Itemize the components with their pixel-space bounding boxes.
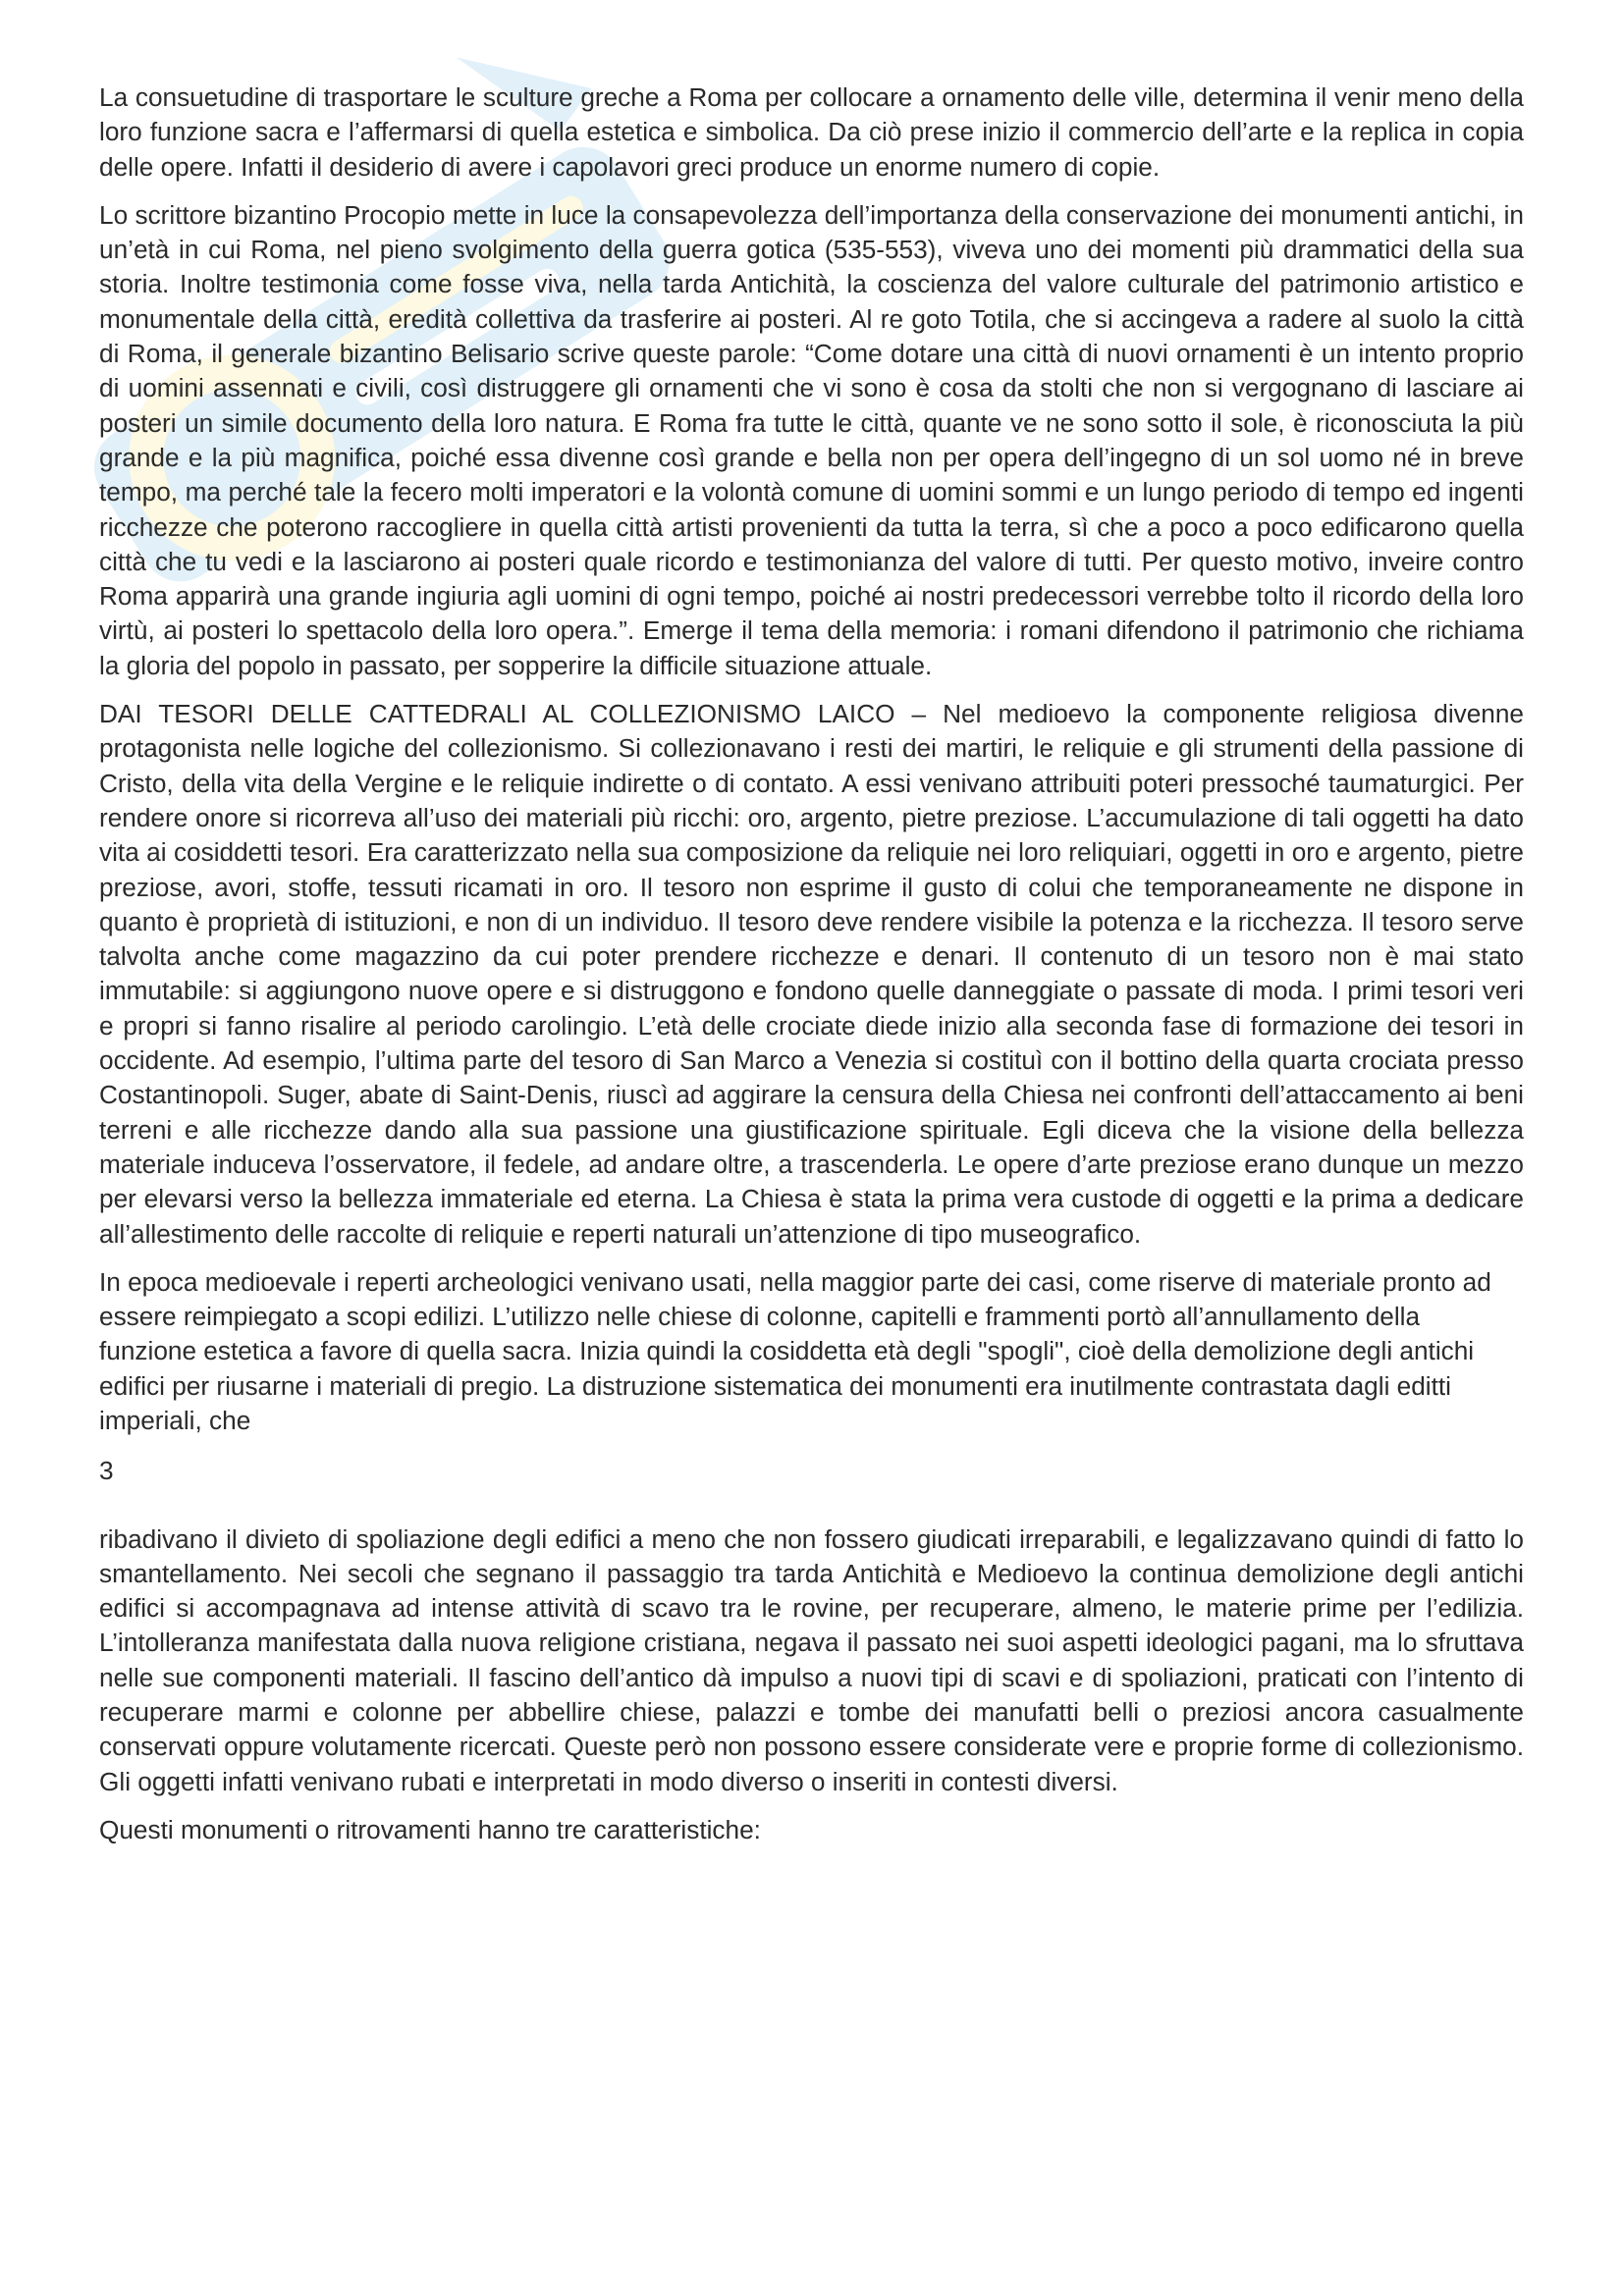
paragraph-tesori-cattedrali: DAI TESORI DELLE CATTEDRALI AL COLLEZIONISMO LAICO – Nel medioevo la componente religiosa divenne protagonista nelle logiche del collezionismo. Si collezionavano i resti dei martiri, le reliquie e gli strumenti della passione di Cristo, della vita della Vergine e le reliquie indirette o di contato. A essi venivano attribuiti poteri pressoché taumaturgici. Per rendere onore si ricorreva all’uso dei materiali più ricchi: oro, argento, pietre preziose. L’accumulazione di tali oggetti ha dato vita ai cosiddetti tesori. Era caratterizzato nella sua composizione da reliquie nei loro reliquiari, oggetti in oro e argento, pietre preziose, avori, stoffe, tessuti ricamati in oro. Il tesoro non esprime il gusto di colui che temporaneamente ne dispone in quanto è proprietà di istituzioni, e non di un individuo. Il tesoro deve rendere visibile la potenza e la ricchezza. Il tesoro serve talvolta anche come magazzino da cui poter prendere ricchezze e denari. Il contenuto di un tesoro non è mai stato immutabile: si aggiungono nuove opere e si distruggono e fondono quelle danneggiate o passate di moda. I primi tesori veri e propri si fanno risalire al periodo carolingio. L’età delle crociate diede inizio alla seconda fase di formazione dei tesori in occidente. Ad esempio, l’ultima parte del tesoro di San Marco a Venezia si costituì con il bottino della quarta crociata presso Costantinopoli. Suger, abate di Saint-Denis, riuscì ad aggirare la censura della Chiesa nei confronti dell’attaccamento ai beni terreni e alle ricchezze dando alla sua passione una giustificazione spirituale. Egli diceva che la visione della bellezza materiale induceva l’osservatore, il fedele, ad andare oltre, a trascenderla. Le opere d’arte preziose erano dunque un mezzo per elevarsi verso la bellezza immateriale ed eterna. La Chiesa è stata la prima vera custode di oggetti e la prima a dedicare all’allestimento delle raccolte di reliquie e reperti naturali un’attenzione di tipo museografico. (99, 699, 1524, 1249)
paragraph-copie-greche: La consuetudine di trasportare le sculture greche a Roma per collocare a ornamento delle ville, determina il venir meno della loro funzione sacra e l’affermarsi di quella estetica e simbolica. Da ciò prese inizio il commercio dell’arte e la replica in copia delle opere. Infatti il desiderio di avere i capolavori greci produce un enorme numero di copie. (99, 82, 1524, 182)
paragraph-procopio: Lo scrittore bizantino Procopio mette in luce la consapevolezza dell’importanza della conservazione dei monumenti antichi, in un’età in cui Roma, nel pieno svolgimento della guerra gotica (535-553), viveva uno dei momenti più drammatici della sua storia. Inoltre testimonia come fosse viva, nella tarda Antichità, la coscienza del valore culturale del patrimonio artistico e monumentale della città, eredità collettiva da trasferire ai posteri. Al re goto Totila, che si accingeva a radere al suolo la città di Roma, il generale bizantino Belisario scrive queste parole: “Come dotare una città di nuovi ornamenti è un intento proprio di uomini assennati e civili, così distruggere gli ornamenti che vi sono è cosa da stolti che non si vergognano di lasciare ai posteri un simile documento della loro natura. E Roma fra tutte le città, quante ve ne sono sotto il sole, è riconosciuta la più grande e la più magnifica, poiché essa divenne così grande e bella non per opera dell’ingegno di un sol uomo né in breve tempo, ma perché tale la fecero molti imperatori e la volontà comune di uomini sommi e un lungo periodo di tempo ed ingenti ricchezze che poterono raccogliere in quella città artisti provenienti da tutta la terra, sì che a poco a poco edificarono quella città che tu vedi e la lasciarono ai posteri quale ricordo e testimonianza del valore di tutti. Per questo motivo, inveire contro Roma apparirà una grande ingiuria agli uomini di ogni tempo, poiché ai nostri predecessori verrebbe tolto il ricordo della loro virtù, ai posteri lo spettacolo della loro opera.”. Emerge il tema della memoria: i romani difendono il patrimonio che richiama la gloria del popolo in passato, per sopperire la difficile situazione attuale. (99, 199, 1524, 680)
page-number: 3 (99, 1456, 114, 1486)
paragraph-spogli: In epoca medioevale i reperti archeologici venivano usati, nella maggior parte dei casi, come riserve di materiale pronto ad essere reimpiegato a scopi edilizi. L’utilizzo nelle chiese di colonne, capitelli e frammenti portò all’annullamento della funzione estetica a favore di quella sacra. Inizia quindi la cosiddetta età degli "spogli", cioè della demolizione degli antichi edifici per riusarne i materiali di pregio. La distruzione sistematica dei monumenti era inutilmente contrastata dagli editti imperiali, che (99, 1266, 1491, 1435)
document-page (99, 80, 1524, 1861)
paragraph-caratteristiche: Questi monumenti o ritrovamenti hanno tre caratteristiche: (99, 1814, 761, 1844)
paragraph-spoliazione: ribadivano il divieto di spoliazione degli edifici a meno che non fossero giudicati irreparabili, e legalizzavano quindi di fatto lo smantellamento. Nei secoli che segnano il passaggio tra tarda Antichità e Medioevo la continua demolizione degli antichi edifici si accompagnava ad intense attività di scavo tra le rovine, per recuperare, almeno, le materie prime per l’edilizia. L’intolleranza manifestata dalla nuova religione cristiana, negava il passato nei suoi aspetti ideologici pagani, ma lo sfruttava nelle sue componenti materiali. Il fascino dell’antico dà impulso a nuovi tipi di scavi e di spoliazioni, praticati con l’intento di recuperare marmi e colonne per abbellire chiese, palazzi e tombe dei manufatti belli o preziosi ancora casualmente conservati oppure volutamente ricercati. Queste però non possono essere considerate vere e proprie forme di collezionismo. Gli oggetti infatti venivano rubati e interpretati in modo diverso o inseriti in contesti diversi. (99, 1523, 1524, 1796)
